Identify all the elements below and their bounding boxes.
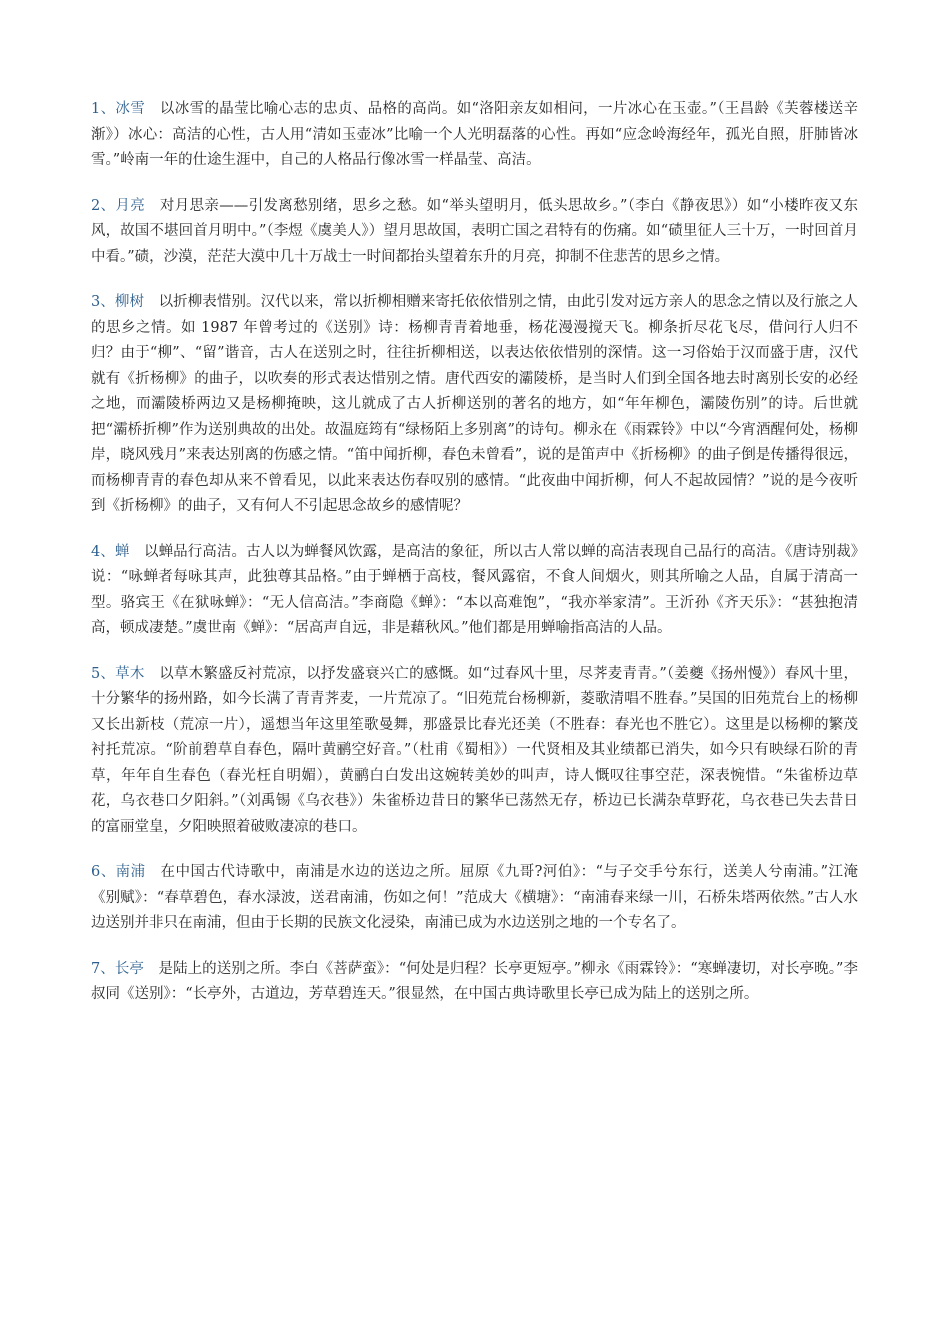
entry-heading: 1、冰雪 bbox=[91, 101, 146, 117]
entry-text: 对月思亲——引发离愁别绪，思乡之愁。如“举头望明月，低头思故乡。”（李白《静夜思》）如“小楼昨夜又东风，故国不堪回首月明中。”（李煜《虞美人》）望月思故国，表明亡国之君特有的伤痛。如“碛里征人三十万，一时回首月中看。”碛，沙漠，茫茫大漠中几十万战士一时间都抬头望着东升的月亮，抑制不住悲苦的思乡之情。 bbox=[91, 197, 858, 265]
entry-6 bbox=[91, 860, 858, 937]
entry-3 bbox=[91, 290, 858, 520]
entry-text: 在中国古代诗歌中，南浦是水边的送边之所。屈原《九哥?河伯》：“与子交手兮东行，送美人兮南浦。”江淹《别赋》：“春草碧色，春水渌波，送君南浦，伤如之何！”范成大《横塘》：“南浦春来绿一川，石桥朱塔两依然。”古人水边送别并非只在南浦，但由于长期的民族文化浸染，南浦已成为水边送别之地的一个专名了。 bbox=[91, 864, 858, 931]
entry-heading: 3、柳树 bbox=[91, 294, 145, 310]
entry-text: 以蝉品行高洁。古人以为蝉餐风饮露，是高洁的象征，所以古人常以蝉的高洁表现自己品行的高洁。《唐诗别裁》说：“咏蝉者每咏其声，此独尊其品格。”由于蝉栖于高枝，餐风露宿，不食人间烟火，则其所喻之人品，自属于清高一型。骆宾王《在狱咏蝉》：“无人信高洁。”李商隐《蝉》：“本以高难饱”，“我亦举家清”。王沂孙《齐天乐》：“甚独抱清高，顿成凄楚。”虞世南《蝉》：“居高声自远，非是藉秋风。”他们都是用蝉喻指高洁的人品。 bbox=[91, 543, 859, 636]
entry-1 bbox=[91, 97, 858, 174]
entry-5 bbox=[91, 662, 858, 841]
entry-text: 以冰雪的晶莹比喻心志的忠贞、品格的高尚。如“洛阳亲友如相问，一片冰心在玉壶。”（王昌龄《芙蓉楼送辛渐》）冰心：高洁的心性，古人用“清如玉壶冰”比喻一个人光明磊落的心性。再如“应念岭海经年，孤光自照，肝肺皆冰雪。”岭南一年的仕途生涯中，自己的人格品行像冰雪一样晶莹、高洁。 bbox=[91, 101, 858, 168]
entry-heading: 7、长亭 bbox=[91, 960, 144, 977]
entry-heading: 6、南浦 bbox=[91, 864, 146, 880]
entry-text: 以草木繁盛反衬荒凉，以抒发盛衰兴亡的感慨。如“过春风十里，尽荠麦青青。”（姜夔《扬州慢》）春风十里，十分繁华的扬州路，如今长满了青青荠麦，一片荒凉了。“旧苑荒台杨柳新，菱歌清唱不胜春。”吴国的旧苑荒台上的杨柳又长出新枝（荒凉一片），遥想当年这里笙歌曼舞，那盛景比春光还美（不胜春：春光也不胜它）。这里是以杨柳的繁茂衬托荒凉。“阶前碧草自春色，隔叶黄鹂空好音。”（杜甫《蜀相》）一代贤相及其业绩都已消失，如今只有映绿石阶的青草，年年自生春色（春光枉自明媚），黄鹂白白发出这婉转美妙的叫声，诗人慨叹往事空茫，深表惋惜。“朱雀桥边草花，乌衣巷口夕阳斜。”（刘禹锡《乌衣巷》）朱雀桥边昔日的繁华已荡然无存，桥边已长满杂草野花，乌衣巷已失去昔日的富丽堂皇，夕阳映照着破败凄凉的巷口。 bbox=[91, 665, 858, 835]
entry-text: 是陆上的送别之所。李白《菩萨蛮》：“何处是归程？长亭更短亭。”柳永《雨霖铃》：“寒蝉凄切，对长亭晚。”李叔同《送别》：“长亭外，古道边，芳草碧连天。”很显然，在中国古典诗歌里长亭已成为陆上的送别之所。 bbox=[91, 960, 858, 1002]
entry-7 bbox=[91, 957, 858, 1008]
entry-heading: 2、月亮 bbox=[91, 197, 146, 214]
document-page bbox=[91, 97, 858, 1028]
entry-4 bbox=[91, 540, 858, 642]
entry-text: 以折柳表惜别。汉代以来，常以折柳相赠来寄托依依惜别之情，由此引发对远方亲人的思念之情以及行旅之人的思乡之情。如 1987 年曾考过的《送别》诗：杨柳青青着地垂，杨花漫漫搅天飞。柳条折尽花飞尽，借问行人归不归？由于“柳”、“留”谐音，古人在送别之时，往往折柳相送，以表达依依惜别的深情。这一习俗始于汉而盛于唐，汉代就有《折杨柳》的曲子，以吹奏的形式表达惜别之情。唐代西安的灞陵桥，是当时人们到全国各地去时离别长安的必经之地，而灞陵桥两边又是杨柳掩映，这儿就成了古人折柳送别的著名的地方，如“年年柳色，灞陵伤别”的诗。后世就把“灞桥折柳”作为送别典故的出处。故温庭筠有“绿杨陌上多别离”的诗句。柳永在《雨霖铃》中以“今宵酒醒何处，杨柳岸，晓风残月”来表达别离的伤感之情。“笛中闻折柳，春色未曾看”，说的是笛声中《折杨柳》的曲子倒是传播得很远，而杨柳青青的春色却从来不曾看见，以此来表达伤春叹别的感情。“此夜曲中闻折柳，何人不起故园情？”说的是今夜听到《折杨柳》的曲子，又有何人不引起思念故乡的感情呢？ bbox=[91, 294, 858, 514]
entry-heading: 5、草木 bbox=[91, 665, 145, 682]
entry-heading: 4、蝉 bbox=[91, 543, 130, 560]
entry-2 bbox=[91, 194, 858, 271]
